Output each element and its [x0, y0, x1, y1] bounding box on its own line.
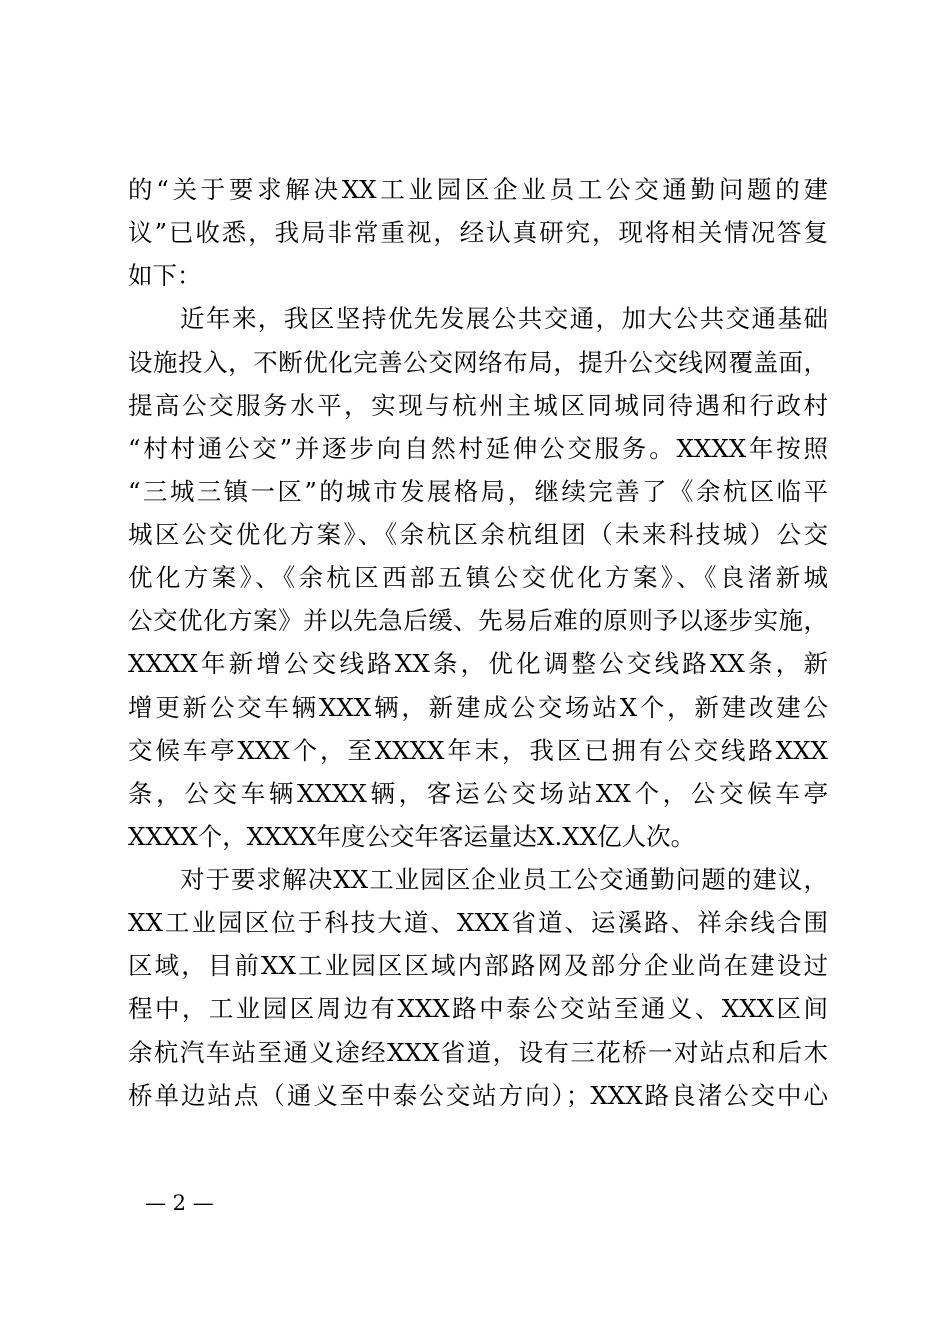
- text-line-11: 公交优化方案》并以先急后缓、先易后难的原则予以逐步实施，: [128, 606, 828, 635]
- text-line-16: XXXX个，XXXX年度公交年客运量达X.XX亿人次。: [128, 822, 696, 851]
- text-line-6: 提高公交服务水平，实现与杭州主城区同城同待遇和行政村: [128, 391, 828, 420]
- text-line-8: “三城三镇一区”的城市发展格局，继续完善了《余杭区临平: [128, 477, 828, 506]
- text-line-3: 如下：: [128, 261, 202, 290]
- text-line-19: 区域，目前XX工业园区区域内部路网及部分企业尚在建设过: [128, 951, 828, 980]
- text-line-7: “村村通公交”并逐步向自然村延伸公交服务。XXXX年按照: [128, 434, 828, 463]
- text-line-14: 交候车亭XXX个，至XXXX年末，我区已拥有公交线路XXX: [128, 736, 828, 765]
- text-line-1: 的“关于要求解决XX工业园区企业员工公交通勤问题的建: [128, 175, 828, 204]
- text-line-4: 近年来，我区坚持优先发展公共交通，加大公共交通基础: [180, 304, 828, 333]
- text-line-18: XX工业园区位于科技大道、XXX省道、运溪路、祥余线合围: [128, 908, 828, 937]
- text-line-15: 条，公交车辆XXXX辆，客运公交场站XX个，公交候车亭: [128, 779, 828, 808]
- text-line-10: 优化方案》、《余杭区西部五镇公交优化方案》、《良渚新城: [128, 563, 828, 592]
- text-line-13: 增更新公交车辆XXX辆，新建成公交场站X个，新建改建公: [128, 693, 828, 722]
- text-line-20: 程中，工业园区周边有XXX路中泰公交站至通义、XXX区间: [128, 994, 828, 1023]
- text-line-5: 设施投入，不断优化完善公交网络布局，提升公交线网覆盖面，: [128, 348, 828, 377]
- text-line-21: 余杭汽车站至通义途经XXX省道，设有三花桥一对站点和后木: [128, 1038, 828, 1067]
- text-line-22: 桥单边站点（通义至中泰公交站方向）；XXX路良渚公交中心: [128, 1081, 828, 1110]
- page-number: — 2 —: [145, 1191, 214, 1215]
- text-line-17: 对于要求解决XX工业园区企业员工公交通勤问题的建议，: [180, 865, 828, 894]
- text-line-12: XXXX年新增公交线路XX条，优化调整公交线路XX条，新: [128, 649, 828, 678]
- text-line-2: 议”已收悉，我局非常重视，经认真研究，现将相关情况答复: [128, 218, 828, 247]
- text-line-9: 城区公交优化方案》、《余杭区余杭组团（未来科技城）公交: [128, 520, 828, 549]
